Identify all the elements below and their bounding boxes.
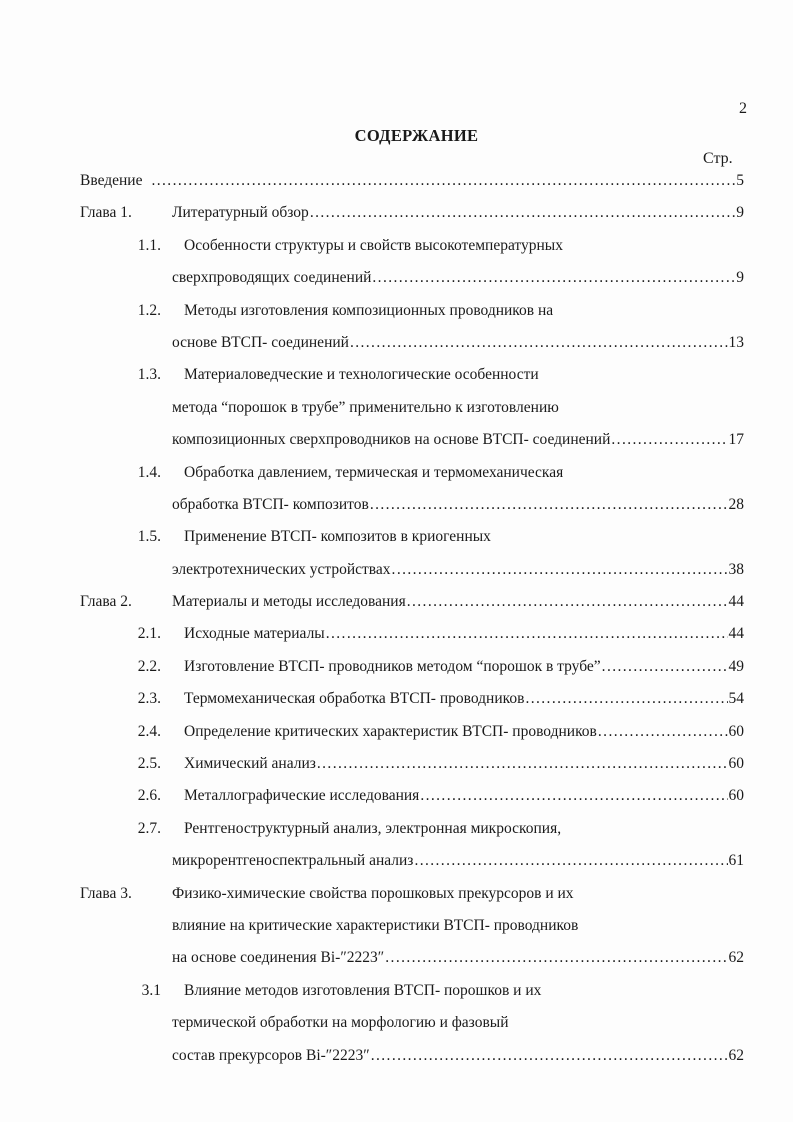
toc-entry-line [80, 230, 744, 262]
toc-entry-label: 2.1. [137, 625, 161, 643]
toc-entry-page[interactable]: 54 [728, 690, 744, 708]
toc-entry-line [80, 489, 744, 521]
toc-entry-title: электротехнических устройствах [172, 560, 391, 578]
toc-entry-title: Литературный обзор [172, 204, 309, 222]
toc-entry-line [80, 586, 744, 618]
indent [80, 489, 172, 521]
toc-entry-label: 1.3. [137, 366, 161, 384]
dot-leader [350, 327, 728, 359]
toc-entry-label: Глава 2. [80, 593, 132, 611]
toc-entry-title: влияние на критические характеристики ВТСП- проводников [172, 916, 579, 934]
dot-leader [151, 165, 735, 197]
toc-entry-title: Определение критических характеристик ВТСП- проводников [184, 722, 597, 740]
dot-leader [602, 651, 728, 683]
page-title: СОДЕРЖАНИЕ [354, 126, 479, 145]
toc-entry-title: Особенности структуры и свойств высокотемпературных [184, 236, 563, 254]
page-number: 2 [739, 100, 747, 117]
toc-entry-line [80, 424, 744, 456]
toc-entry-line [80, 521, 744, 553]
dot-leader [598, 716, 728, 748]
toc-entry-title: Изготовление ВТСП- проводников методом “порошок в трубе” [184, 657, 601, 675]
toc-entry-label: 2.4. [137, 722, 161, 740]
toc-entry-label: 2.5. [137, 755, 161, 773]
toc-entry-line [80, 295, 744, 327]
toc-entry-title: метода “порошок в трубе” применительно к изготовлению [172, 398, 559, 416]
toc-entry-title: на основе соединения Bi-″2223″ [172, 949, 385, 967]
toc-entry-label: 2.6. [137, 787, 161, 805]
toc-entry-line [80, 748, 744, 780]
indent [80, 1007, 172, 1039]
toc-entry-title: состав прекурсоров Bi-″2223″ [172, 1046, 370, 1064]
indent [80, 554, 172, 586]
toc-entry-line [80, 197, 744, 229]
toc-entry-line [80, 392, 744, 424]
toc-entry-page[interactable]: 60 [728, 787, 744, 805]
toc-entry-title: Методы изготовления композиционных проводников на [184, 301, 554, 319]
dot-leader [392, 554, 728, 586]
toc-entry-line [80, 683, 744, 715]
indent [80, 327, 172, 359]
table-of-contents [80, 165, 744, 1072]
toc-entry-line [80, 942, 744, 974]
toc-entry-label: 1.1. [137, 236, 161, 254]
dot-leader [310, 197, 735, 229]
toc-entry-page[interactable]: 17 [728, 431, 744, 449]
toc-entry-label: Глава 1. [80, 204, 132, 222]
toc-entry-line [80, 780, 744, 812]
page-column-label: Стр. [703, 150, 733, 167]
indent [80, 424, 172, 456]
toc-entry-line [80, 716, 744, 748]
toc-entry-line [80, 651, 744, 683]
toc-entry-page[interactable]: 38 [728, 560, 744, 578]
toc-entry-label: 1.5. [137, 528, 161, 546]
dot-leader [385, 942, 727, 974]
toc-entry-title: Термомеханическая обработка ВТСП- проводников [184, 690, 525, 708]
indent [80, 910, 172, 942]
toc-entry-line [80, 457, 744, 489]
toc-entry-page[interactable]: 5 [736, 172, 744, 189]
dot-leader [414, 845, 727, 877]
indent [80, 392, 172, 424]
indent [80, 845, 172, 877]
toc-entry-page[interactable]: 60 [728, 722, 744, 740]
dot-leader [407, 586, 728, 618]
indent [80, 1040, 172, 1072]
toc-entry-title: Обработка давлением, термическая и термомеханическая [184, 463, 564, 481]
toc-entry-line [80, 618, 744, 650]
indent [80, 942, 172, 974]
toc-entry-title: Материаловедческие и технологические особенности [184, 366, 539, 384]
toc-entry-title: Металлографические исследования [184, 787, 420, 805]
toc-entry-page[interactable]: 49 [728, 657, 744, 675]
toc-entry-title: сверхпроводящих соединений [172, 269, 372, 287]
toc-entry-page[interactable]: 62 [728, 1046, 744, 1064]
toc-entry-label: Введение [80, 172, 143, 189]
toc-entry-page[interactable]: 61 [728, 852, 744, 870]
toc-entry-line [80, 1040, 744, 1072]
toc-entry-label: Глава 3. [80, 884, 132, 902]
toc-entry-label: 2.7. [137, 819, 161, 837]
toc-entry-page[interactable]: 62 [728, 949, 744, 967]
toc-entry-title: микрорентгеноспектральный анализ [172, 852, 414, 870]
toc-entry-line [80, 910, 744, 942]
toc-entry-page[interactable]: 28 [728, 495, 744, 513]
toc-entry-title: Влияние методов изготовления ВТСП- порошков и их [184, 981, 542, 999]
toc-entry-title: Применение ВТСП- композитов в криогенных [184, 528, 491, 546]
dot-leader [420, 780, 727, 812]
toc-entry-line [80, 165, 744, 197]
toc-entry-title: основе ВТСП- соединений [172, 333, 349, 351]
toc-entry-page[interactable]: 44 [728, 625, 744, 643]
toc-entry-page[interactable]: 9 [736, 204, 744, 222]
toc-entry-title: Исходные материалы [184, 625, 325, 643]
toc-entry-label: 2.2. [137, 657, 161, 675]
dot-leader [371, 1040, 728, 1072]
toc-entry-label: 1.2. [137, 301, 161, 319]
toc-entry-page[interactable]: 60 [728, 755, 744, 773]
toc-entry-title: Физико-химические свойства порошковых прекурсоров и их [172, 884, 574, 902]
toc-entry-line [80, 1007, 744, 1039]
toc-entry-line [80, 813, 744, 845]
dot-leader [372, 262, 735, 294]
dot-leader [525, 683, 727, 715]
toc-entry-title: термической обработки на морфологию и фазовый [172, 1014, 509, 1032]
toc-entry-label: 1.4. [137, 463, 161, 481]
toc-entry-title: Материалы и методы исследования [172, 593, 406, 611]
toc-entry-line [80, 327, 744, 359]
dot-leader [326, 618, 728, 650]
toc-entry-label: 2.3. [137, 690, 161, 708]
dot-leader [317, 748, 728, 780]
toc-entry-page[interactable]: 9 [736, 269, 744, 287]
dot-leader [611, 424, 727, 456]
toc-entry-title: Химический анализ [184, 755, 316, 773]
toc-entry-title: обработка ВТСП- композитов [172, 495, 369, 513]
toc-entry-line [80, 975, 744, 1007]
toc-entry-line [80, 359, 744, 391]
toc-entry-page[interactable]: 44 [728, 593, 744, 611]
toc-entry-page[interactable]: 13 [728, 333, 744, 351]
toc-entry-title: композиционных сверхпроводников на основе ВТСП- соединений [172, 431, 611, 449]
dot-leader [370, 489, 728, 521]
toc-entry-title: Рентгеноструктурный анализ, электронная микроскопия, [184, 819, 562, 837]
toc-entry-label: 3.1 [141, 981, 161, 999]
toc-entry-line [80, 554, 744, 586]
indent [80, 262, 172, 294]
toc-entry-line [80, 262, 744, 294]
toc-entry-line [80, 878, 744, 910]
toc-entry-line [80, 845, 744, 877]
